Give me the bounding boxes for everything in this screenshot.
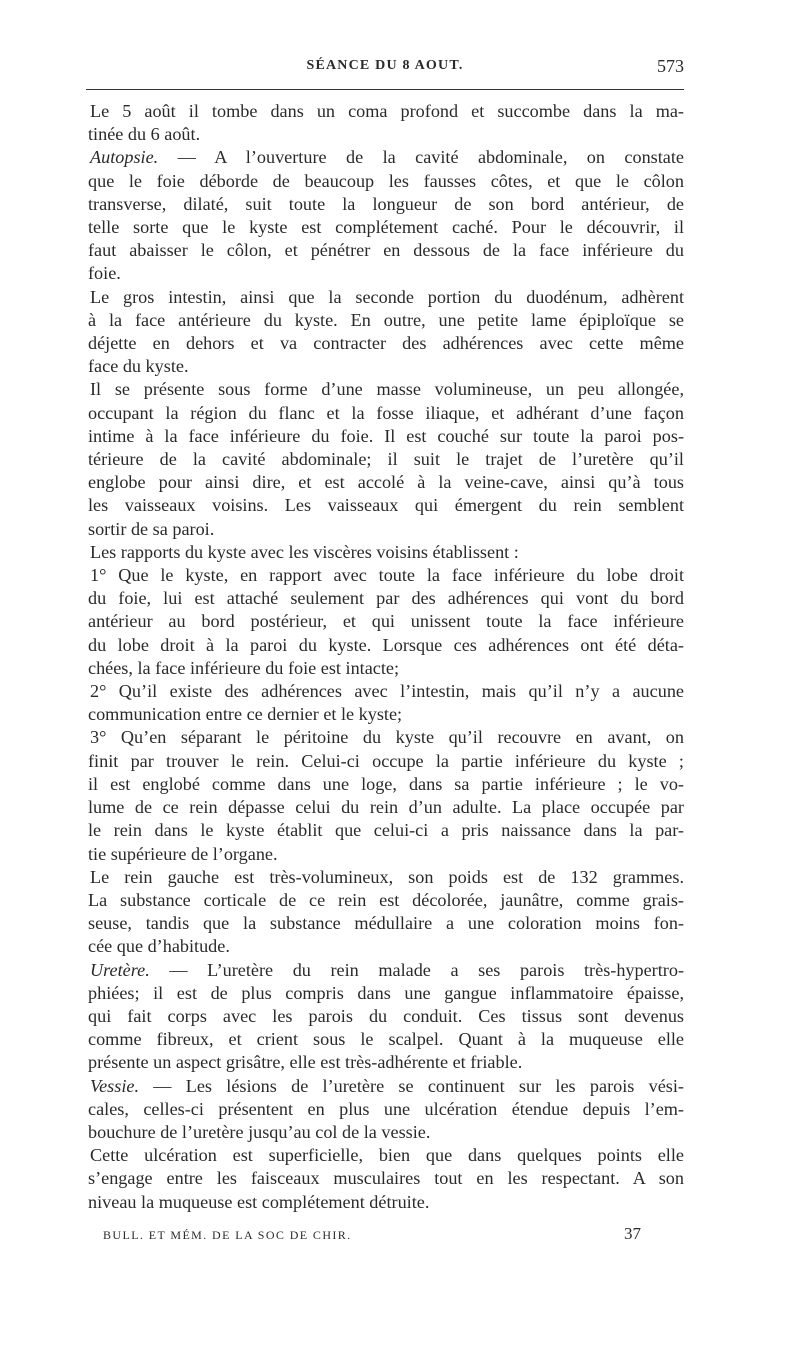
text-line [88,170,684,193]
page-footer [103,1224,641,1246]
page-number: 573 [657,56,684,76]
text-line [88,262,684,285]
line-text: faut abaisser le côlon, et pénétrer en dessous de la face inférieure du [88,240,684,261]
text-line [88,982,684,1005]
text-line [90,680,684,703]
header-title: SÉANCE DU 8 AOUT. [306,58,464,73]
line-text: les vaisseaux voisins. Les vaisseaux qui émergent du rein semblent [88,495,684,516]
line-text: Les rapports du kyste avec les viscères voisins établissent : [90,541,519,562]
line-text: cée que d’habitude. [88,936,230,957]
text-line [88,703,684,726]
line-text: — A l’ouverture de la cavité abdominale, on constate [158,147,684,168]
line-text: La substance corticale de ce rein est décolorée, jaunâtre, comme grais- [88,889,684,910]
journal-title: BULL. ET MÉM. DE LA SOC DE CHIR. [103,1228,352,1242]
line-text: qui fait corps avec les parois du conduit. Ces tissus sont devenus [88,1005,684,1026]
line-text: comme fibreux, et crient sous le scalpel. Quant à la muqueuse elle [88,1029,684,1050]
text-line [88,332,684,355]
text-line [88,935,684,958]
text-line [88,796,684,819]
text-line [88,1098,684,1121]
signature-mark: 37 [624,1224,641,1243]
paragraph [88,726,684,865]
paragraph [88,959,684,1075]
text-line [90,726,684,749]
line-text: englobe pour ainsi dire, et est accolé à la veine-cave, ainsi qu’à tous [88,472,684,493]
text-line [90,541,684,564]
line-text: communication entre ce dernier et le kyste; [88,704,403,725]
text-line [88,657,684,680]
paragraph [88,146,684,285]
line-text: Le rein gauche est très-volumineux, son poids est de 132 grammes. [90,866,684,887]
text-line [90,866,684,889]
line-text: Le 5 août il tombe dans un coma profond et succombe dans la ma- [90,101,684,121]
line-text: que le foie déborde de beaucoup les fausses côtes, et que le côlon [88,170,684,191]
line-text: déjette en dehors et va contracter des adhérences avec cette même [88,333,684,354]
line-text: il est englobé comme dans une loge, dans sa partie inférieure ; le vo- [88,773,684,794]
text-line [88,309,684,332]
line-text: à la face antérieure du kyste. En outre, une petite lame épiploïque se [88,309,684,330]
line-text: 3° Qu’en séparant le péritoine du kyste qu’il recouvre en avant, on [90,727,684,748]
line-text: seuse, tandis que la substance médullaire a une coloration moins fon- [88,913,684,934]
text-line [88,1167,684,1190]
text-line [88,843,684,866]
text-line [88,355,684,378]
text-line [90,1075,684,1098]
line-text: face du kyste. [88,356,189,377]
text-line [88,610,684,633]
paragraph [88,564,684,680]
text-line [88,471,684,494]
text-line [88,1028,684,1051]
text-line [88,1191,684,1214]
line-text: intime à la face inférieure du foie. Il est couché sur toute la paroi pos- [88,425,684,446]
text-line [88,448,684,471]
text-line [90,564,684,587]
body-text [88,100,684,1214]
line-text: antérieur au bord postérieur, et qui unissent toute la face inférieure [88,611,684,632]
line-text: finit par trouver le rein. Celui-ci occupe la partie inférieure du kyste ; [88,750,684,771]
line-text: chées, la face inférieure du foie est intacte; [88,657,400,678]
text-line [88,193,684,216]
text-line [88,819,684,842]
line-text: — Les lésions de l’uretère se continuent sur les parois vési- [139,1075,684,1096]
line-text: sortir de sa paroi. [88,518,215,539]
paragraph [88,866,684,959]
line-text: telle sorte que le kyste est complétement caché. Pour le découvrir, il [88,217,684,238]
text-line [88,494,684,517]
paragraph [88,541,684,564]
line-text: térieure de la cavité abdominale; il suit le trajet de l’uretère qu’il [88,449,684,470]
line-text: phiées; il est de plus compris dans une gangue inflammatoire épaisse, [88,982,684,1003]
line-text: 1° Que le kyste, en rapport avec toute la face inférieure du lobe droit [90,565,684,586]
line-text: niveau la muqueuse est complétement détruite. [88,1191,430,1212]
paragraph [88,378,684,540]
text-line [88,402,684,425]
text-line [88,216,684,239]
line-text: présente un aspect grisâtre, elle est très-adhérente et friable. [88,1052,523,1073]
text-line [88,634,684,657]
line-text: tinée du 6 août. [88,124,201,145]
text-line [90,959,684,982]
paragraph [88,286,684,379]
line-text: du foie, lui est attaché seulement par des adhérences qui vont du bord [88,588,684,609]
text-line [88,425,684,448]
text-line [88,518,684,541]
line-text: occupant la région du flanc et la fosse iliaque, et adhérant d’une façon [88,402,684,423]
line-text: foie. [88,263,121,284]
line-text: Cette ulcération est superficielle, bien que dans quelques points elle [90,1145,684,1166]
line-text: 2° Qu’il existe des adhérences avec l’intestin, mais qu’il n’y a aucune [90,681,684,702]
text-line [88,587,684,610]
italic-heading: Vessie. [90,1075,139,1096]
text-line [88,889,684,912]
text-line [90,1144,684,1167]
italic-heading: Uretère. [90,959,150,980]
text-line [88,750,684,773]
line-text: cales, celles-ci présentent en plus une ulcération étendue depuis l’em- [88,1098,684,1119]
line-text: — L’uretère du rein malade a ses parois très-hypertro- [149,959,684,980]
text-line [88,773,684,796]
header-rule [86,89,684,90]
paragraph [88,1075,684,1145]
text-line [90,286,684,309]
line-text: Le gros intestin, ainsi que la seconde portion du duodénum, adhèrent [90,286,684,307]
paragraph [88,100,684,146]
paragraph [88,1144,684,1214]
text-line [90,378,684,401]
text-line [88,123,684,146]
running-header [86,58,684,84]
line-text: s’engage entre les faisceaux musculaires tout en les respectant. A son [88,1168,684,1189]
line-text: lume de ce rein dépasse celui du rein d’un adulte. La place occupée par [88,797,684,818]
text-line [90,100,684,123]
line-text: transverse, dilaté, suit toute la longueur de son bord antérieur, de [88,193,684,214]
text-line [88,1005,684,1028]
text-line [88,1121,684,1144]
line-text: du lobe droit à la paroi du kyste. Lorsque ces adhérences ont été déta- [88,634,684,655]
paragraph [88,680,684,726]
text-line [88,912,684,935]
text-line [88,239,684,262]
line-text: tie supérieure de l’organe. [88,843,278,864]
italic-heading: Autopsie. [90,147,159,168]
text-line [88,1051,684,1074]
line-text: le rein dans le kyste établit que celui-ci a pris naissance dans la par- [88,820,684,841]
text-line [90,146,684,169]
line-text: Il se présente sous forme d’une masse volumineuse, un peu allongée, [90,379,684,400]
line-text: bouchure de l’uretère jusqu’au col de la vessie. [88,1121,431,1142]
